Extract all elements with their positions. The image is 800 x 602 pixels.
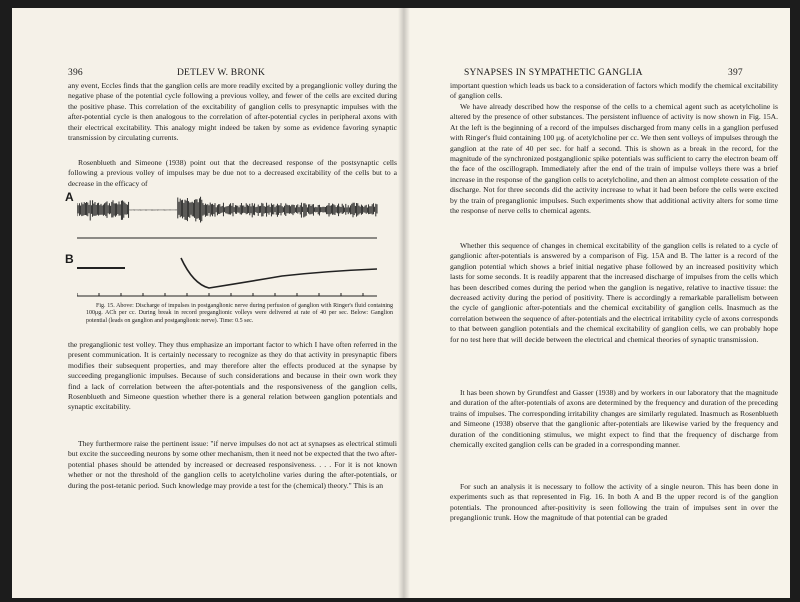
right-paragraph-4: It has been shown by Grundfest and Gasser (1938) and by workers in our laboratory that the magnitude and duration of the after-potentials of axons are determined by the frequency and duration of the preceding trains of impulses. The corresponding irritability changes are similarly regulated. Inasmuch as Rosenblueth and Simeone (1938) observe that the ganglionic after-potentials are likewise varied by the frequency and duration of the conditioning stimulus, we might expect to find that the frequency of discharge from chemically excited ganglion cells can be graded in a corresponding manner. xyxy=(450,388,778,450)
left-paragraph-3: the preganglionic test volley. They thus emphasize an important factor to which I have often referred in the present communication. It is certainly necessary to recognize as they do that activity in presynaptic fibers modifies their subsequent properties, and may therefore alter the effects produced at the synapse by succeeding preganglionic impulses. Because of such considerations and because in their own work they find a lack of correlation between the after-potentials and the responsiveness of the ganglion cells, Rosenblueth and Simeone question whether there is a general relation between ganglion potentials and synaptic excitability. xyxy=(68,340,397,412)
figure-label-b: B xyxy=(65,252,74,266)
figure-15-traces xyxy=(77,192,387,300)
left-page-number: 396 xyxy=(68,68,83,78)
left-paragraph-1: any event, Eccles finds that the ganglion cells are more readily excited by a preganglionic volley during the negative phase of the potential cycle following a previous volley, and fewer of the cells are excited during the positive phase. This correlation of the excitability of ganglion cells to presynaptic impulses with the after-potential cycle is then analogous to the correlation of after-potential cycles in peripheral axons with their electrical excitability. This analogy might indeed be taken by some as evidence favoring synaptic transmission by circulating currents. xyxy=(68,81,397,143)
right-paragraph-2: We have already described how the response of the cells to a chemical agent such as acetylcholine is altered by the presence of other substances. The persistent influence of activity is now shown in Fig. 15A. At the left is the beginning of a record of the impulses discharged from many cells in a ganglion perfused with Ringer's fluid containing 100 μg. of acetylcholine per cc. We then sent volleys of impulses through the ganglion at the rate of 40 per sec. for half a second. This is shown as a break in the record, for the magnitude of the synchronized postganglionic spike potentials was sufficient to carry the electron beam off the face of the oscillograph. Immediately after the end of the train of impulse volleys there was a brief increase in the response of the ganglion cells to acetylcholine, and then an almost complete cessation of the discharge. Not for three seconds did the activity increase to what it had been before the cells were excited by the train of preganglionic impulses. Such experiments show that additional activity alters for some time the response of nerve cells to chemical agents. xyxy=(450,102,778,216)
trace-a-spikes xyxy=(77,197,377,223)
right-paragraph-3: Whether this sequence of changes in chemical excitability of the ganglion cells is related to a cycle of ganglionic after-potentials is answered by a comparison of Fig. 15A and B. The latter is a record of the ganglion potential which shows a brief initial negative phase followed by an increased positivity which lasts for some seconds. It is readily apparent that the increased discharge of impulses from the cells which has been described comes during the period when the ganglion is negative, relative to inactive tissue: the decreased activity during the period of positivity. There is accordingly a remarkable parallelism between the cycle of ganglionic after-potentials and the chemical excitability of ganglion cells. Inasmuch as the correlation between the sequence of after-potentials and the electrical irritability cycle of axons corresponds to that between ganglion potentials and the chemical excitability of ganglion cells, we can probably hope for no test here that will decide between the electrical and chemical theories of synaptic transmission. xyxy=(450,241,778,344)
time-marker-b xyxy=(77,293,377,296)
figure-caption: Fig. 15. Above: Discharge of impulses in postganglionic nerve during perfusion of ganglion with Ringer's fluid containing 100μg. ACh per cc. During break in record preganglionic volleys were delivered at rate of 40 per sec. Below: Ganglion potential (leads on ganglion and postganglionic nerve). Time: 0.5 sec. xyxy=(86,303,393,324)
left-paragraph-4: They furthermore raise the pertinent issue: "if nerve impulses do not act at synapses as electrical stimuli but excite the succeeding neurons by some other mechanism, then it need not be expected that the two after-potential phases should be attended by increased or decreased responsiveness. . . . For it is not known whether or not the threshold of the ganglion cells to acetylcholine varies during the after-potentials, or during the post-tetanic period. Such knowledge may provide a test for the (chemical) theory." This is an xyxy=(68,439,397,490)
left-page xyxy=(12,8,404,598)
right-page-number: 397 xyxy=(728,68,743,78)
left-running-head: DETLEV W. BRONK xyxy=(177,68,266,78)
figure-label-a: A xyxy=(65,190,74,204)
book-gutter xyxy=(398,8,410,598)
right-paragraph-1: important question which leads us back to a consideration of factors which modify the chemical excitability of ganglion cells. xyxy=(450,81,778,101)
right-page xyxy=(404,8,790,598)
trace-b-ganglion-potential xyxy=(77,258,377,288)
right-paragraph-5: For such an analysis it is necessary to follow the activity of a single neuron. This has been done in experiments such as that represented in Fig. 16. In both A and B the upper record is of the ganglion potentials. The pronounced after-positivity is seen following the train of impulses sent in over the preganglionic trunk. How the magnitude of that potential can be graded xyxy=(450,482,778,523)
right-running-head: SYNAPSES IN SYMPATHETIC GANGLIA xyxy=(464,68,643,78)
figure-15 xyxy=(65,190,387,300)
left-paragraph-2: Rosenblueth and Simeone (1938) point out that the decreased response of the postsynaptic cells following a previous volley of impulses may be due not to a decreased excitability of the cells but to a decrease in the efficacy of xyxy=(68,158,397,188)
trace-a-impulse-discharge xyxy=(77,197,377,223)
